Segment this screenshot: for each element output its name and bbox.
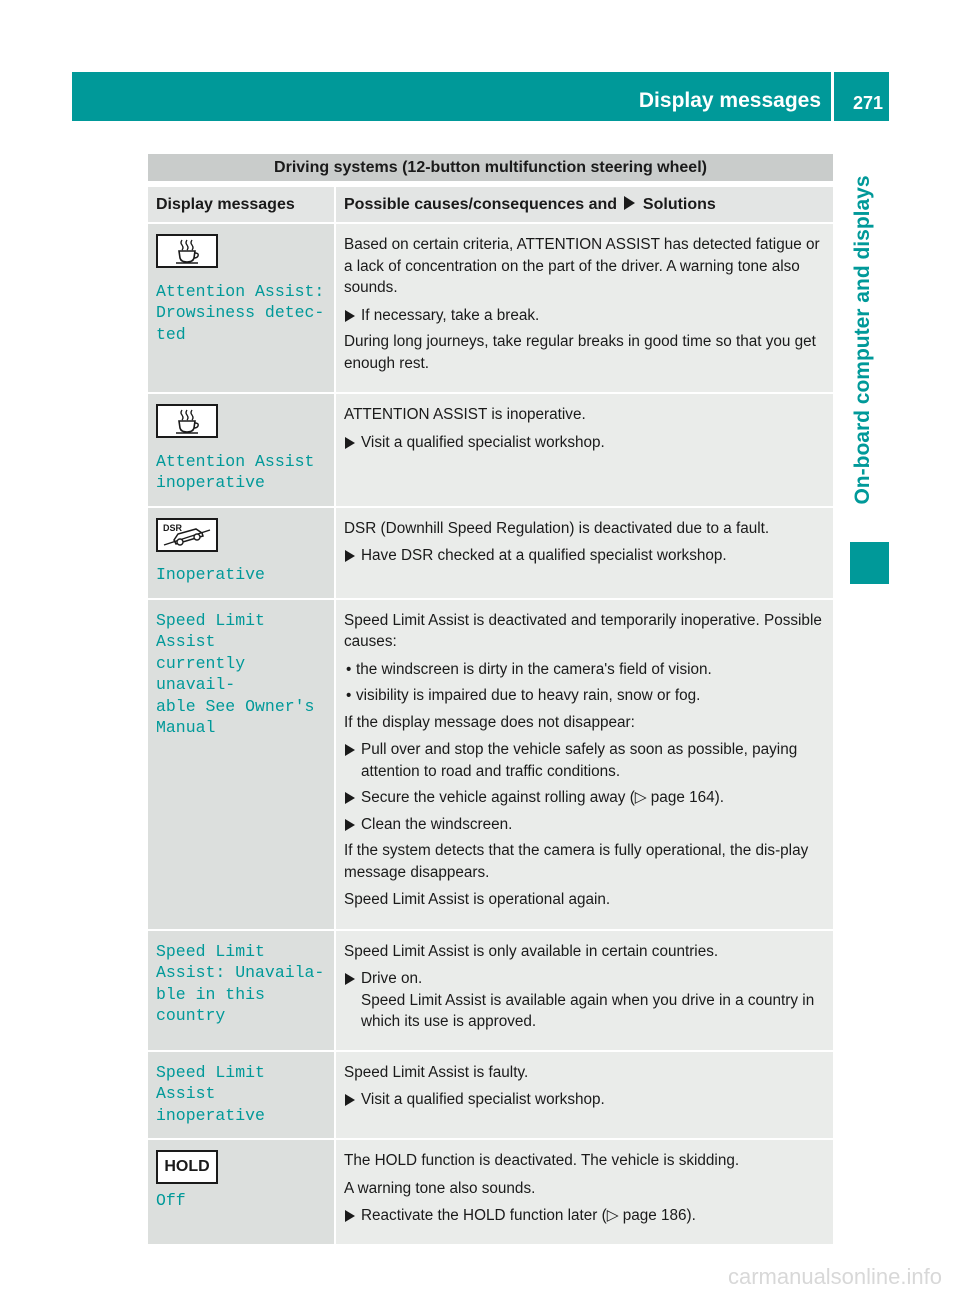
table-header-row <box>148 187 833 223</box>
chapter-marker <box>850 542 889 584</box>
bullet-item: • visibility is impaired due to heavy rain, snow or fog. <box>346 687 701 704</box>
header-divider <box>831 72 834 121</box>
action-step: Reactivate the HOLD function later (▷ page 186). <box>344 1205 827 1227</box>
table-row <box>148 1051 833 1140</box>
display-message: Speed Limit Assist inoperative <box>156 1062 265 1125</box>
description: Speed Limit Assist is only available in certain countries. <box>344 942 719 960</box>
table-row <box>148 223 833 393</box>
table-row <box>148 930 833 1051</box>
section-title: Display messages <box>638 89 821 112</box>
col-header-messages: Display messages <box>148 187 335 223</box>
table-row <box>148 507 833 599</box>
action-step: Clean the windscreen. <box>344 814 827 836</box>
chapter-tab <box>843 150 883 530</box>
description: Speed Limit Assist is operational again. <box>344 891 611 908</box>
description: If the display message does not disappear: <box>344 713 635 731</box>
bullet-item: • the windscreen is dirty in the camera's field of vision. <box>346 660 712 678</box>
table-row <box>148 599 833 930</box>
description: If the system detects that the camera is fully operational, the dis-play message disappears. <box>344 842 809 881</box>
col-header-solutions: Possible causes/consequences and Solutions <box>335 187 833 223</box>
description: ATTENTION ASSIST is inoperative. <box>344 406 586 423</box>
action-step: If necessary, take a break. <box>344 305 827 327</box>
description: During long journeys, take regular breaks in good time so that you get enough rest. <box>344 333 816 372</box>
watermark: carmanualsonline.info <box>727 1264 942 1289</box>
display-message: Speed Limit Assist currently unavail‐ able See Owner's Manual <box>156 610 315 737</box>
table-title: Driving systems (12-button multifunction steering wheel) <box>148 154 833 187</box>
display-message: Off <box>156 1191 186 1210</box>
description: The HOLD function is deactivated. The vehicle is skidding. <box>344 1152 740 1169</box>
display-message: Speed Limit Assist: Unavaila‐ ble in this country <box>156 941 325 1025</box>
table-row <box>148 1139 833 1245</box>
display-messages-table <box>148 154 833 1246</box>
chapter-tab-label: On-board computer and displays <box>851 175 874 505</box>
action-step: Pull over and stop the vehicle safely as soon as possible, paying attention to road and traffic conditions. <box>344 739 827 782</box>
arrow-right-icon <box>623 196 636 210</box>
description: Speed Limit Assist is deactivated and temporarily inoperative. Possible causes: <box>344 611 822 650</box>
page-header <box>72 72 889 121</box>
dsr-icon <box>156 518 218 552</box>
coffee-cup-icon <box>156 404 218 438</box>
action-step: Visit a qualified specialist workshop. <box>344 432 827 454</box>
action-step: Drive on. Speed Limit Assist is available again when you drive in a country in which its use is approved. <box>344 968 827 1033</box>
display-message: Inoperative <box>156 565 265 584</box>
coffee-cup-icon <box>156 234 218 268</box>
dsr-icon-label: DSR <box>163 522 183 533</box>
table-row <box>148 393 833 507</box>
page-number: 271 <box>852 93 883 113</box>
display-message: Attention Assist: Drowsiness detec‐ ted <box>156 281 325 344</box>
action-step: Have DSR checked at a qualified specialist workshop. <box>344 545 827 567</box>
action-step: Visit a qualified specialist workshop. <box>344 1089 827 1111</box>
description: DSR (Downhill Speed Regulation) is deactivated due to a fault. <box>344 519 770 537</box>
hold-icon: HOLD <box>156 1150 218 1184</box>
description: Based on certain criteria, ATTENTION ASSIST has detected fatigue or a lack of concentration on the part of the driver. A warning tone also sounds. <box>344 236 820 296</box>
action-step: Secure the vehicle against rolling away (▷ page 164). <box>344 787 827 809</box>
description: Speed Limit Assist is faulty. <box>344 1063 529 1081</box>
description: A warning tone also sounds. <box>344 1179 536 1197</box>
display-message: Attention Assist inoperative <box>156 451 315 492</box>
